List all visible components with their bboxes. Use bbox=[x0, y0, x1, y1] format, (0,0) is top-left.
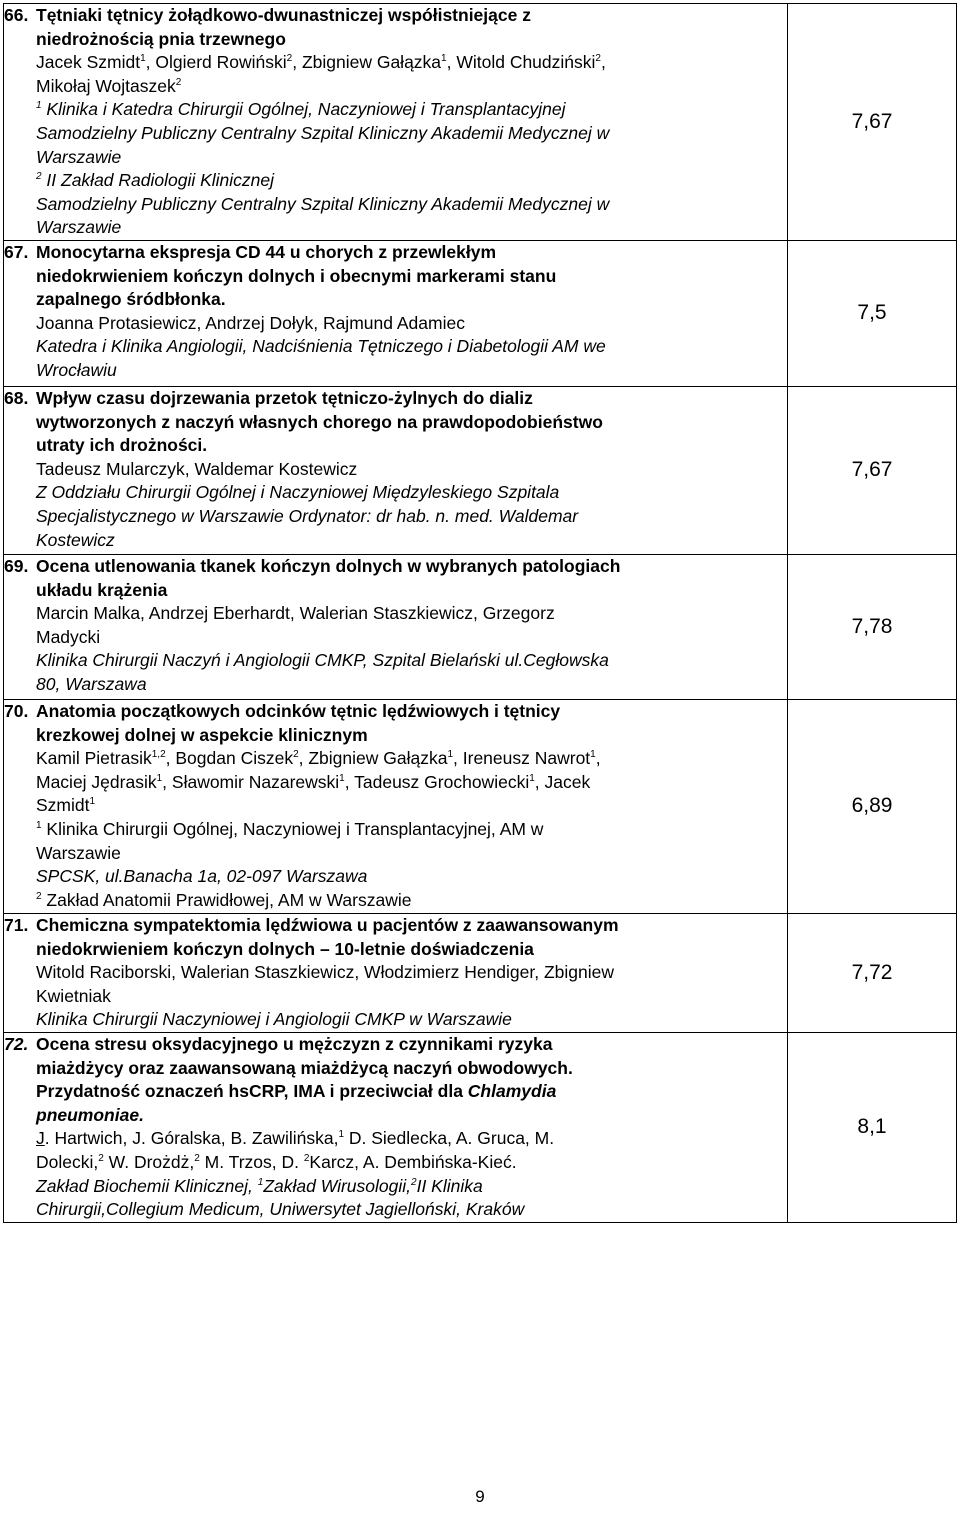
entry-cell bbox=[4, 699, 788, 913]
entry-number: 72. bbox=[4, 1033, 29, 1054]
entry-authors: Mikołaj Wojtaszek$^2$ bbox=[36, 75, 182, 96]
entry-number: 66. bbox=[4, 5, 29, 25]
entry-title-line: układu krążenia bbox=[36, 579, 168, 600]
entry-authors: Joanna Protasiewicz, Andrzej Dołyk, Rajmund Adamiec bbox=[36, 312, 465, 333]
table-row bbox=[4, 4, 957, 241]
entry-title-line: Wpływ czasu dojrzewania przetok tętniczo-żylnych do dializ bbox=[36, 387, 533, 408]
entry-affiliation: $^2$ II Zakład Radiologii Klinicznej bbox=[36, 170, 275, 191]
score-cell: 8,1 bbox=[788, 1032, 957, 1222]
table-row bbox=[4, 386, 957, 554]
entry-affiliation: Katedra i Klinika Angiologii, Nadciśnienia Tętniczego i Diabetologii AM we bbox=[36, 336, 606, 357]
entry-affiliation: Wrocławiu bbox=[36, 359, 117, 380]
score-cell: 6,89 bbox=[788, 699, 957, 913]
entry-title-line: pneumoniae. bbox=[36, 1104, 144, 1125]
entry-affiliation: 80, Warszawa bbox=[36, 673, 147, 694]
table-row bbox=[4, 554, 957, 699]
score-cell: 7,67 bbox=[788, 4, 957, 241]
entry-cell bbox=[4, 386, 788, 554]
entry-affiliation: Klinika Chirurgii Naczyniowej i Angiologii CMKP w Warszawie bbox=[36, 1009, 512, 1030]
score-cell: 7,78 bbox=[788, 554, 957, 699]
entry-number: 67. bbox=[4, 241, 29, 262]
entry-affiliation: $^1$ Klinika i Katedra Chirurgii Ogólnej, Naczyniowej i Transplantacyjnej bbox=[36, 99, 566, 120]
entry-authors: Tadeusz Mularczyk, Waldemar Kostewicz bbox=[36, 458, 358, 479]
entry-affiliation: Chirurgii,Collegium Medicum, Uniwersytet Jagielloński, Kraków bbox=[36, 1199, 525, 1220]
entry-cell bbox=[4, 240, 788, 386]
entry-affiliation: $^1$ Klinika Chirurgii Ogólnej, Naczyniowej i Transplantacyjnej, AM w bbox=[36, 818, 544, 839]
entry-affiliation: Klinika Chirurgii Naczyń i Angiologii CMKP, Szpital Bielański ul.Cegłowska bbox=[36, 650, 609, 671]
entry-title-line: niedrożnością pnia trzewnego bbox=[36, 28, 286, 49]
entry-affiliation: Samodzielny Publiczny Centralny Szpital Kliniczny Akademii Medycznej w bbox=[36, 193, 610, 214]
entry-title-line: krezkowej dolnej w aspekcie klinicznym bbox=[36, 724, 368, 745]
entry-title-line: Przydatność oznaczeń hsCRP, IMA i przeciwciał dla Chlamydia bbox=[36, 1081, 557, 1102]
entry-authors: Dolecki,$^2$ W. Drożdż,$^2$ M. Trzos, D. $^2$Karcz, A. Dembińska-Kieć. bbox=[36, 1151, 517, 1172]
entry-title-line: zapalnego śródbłonka. bbox=[36, 289, 226, 310]
entry-authors: Kamil Pietrasik$^{1,2}$, Bogdan Ciszek$^2$, Zbigniew Gałązka$^1$, Ireneusz Nawrot$^1$, bbox=[36, 748, 601, 769]
entry-cell bbox=[4, 554, 788, 699]
entry-authors: Szmidt$^1$ bbox=[36, 795, 96, 816]
entry-affiliation: Warszawie bbox=[36, 842, 121, 863]
entry-title-line: Tętniaki tętnicy żołądkowo-dwunastniczej współistniejące z bbox=[36, 5, 531, 25]
entry-title-line: wytworzonych z naczyń własnych chorego na prawdopodobieństwo bbox=[36, 411, 603, 432]
entry-title-line: miażdżycy oraz zaawansowaną miażdżycą naczyń obwodowych. bbox=[36, 1057, 573, 1078]
table-row bbox=[4, 699, 957, 913]
score-cell: 7,5 bbox=[788, 240, 957, 386]
entry-number: 69. bbox=[4, 555, 29, 576]
entry-title-line: niedokrwieniem kończyn dolnych i obecnymi markerami stanu bbox=[36, 265, 557, 286]
entry-affiliation: Warszawie bbox=[36, 146, 122, 167]
table-row bbox=[4, 913, 957, 1032]
entry-affiliation: Specjalistycznego w Warszawie Ordynator: dr hab. n. med. Waldemar bbox=[36, 505, 579, 526]
entry-affiliation: Kostewicz bbox=[36, 529, 115, 550]
entry-title-line: Ocena utlenowania tkanek kończyn dolnych w wybranych patologiach bbox=[36, 555, 621, 576]
abstracts-table bbox=[3, 3, 957, 1223]
entry-title-line: Anatomia początkowych odcinków tętnic lędźwiowych i tętnicy bbox=[36, 700, 561, 721]
table-row bbox=[4, 240, 957, 386]
entry-authors: Kwietniak bbox=[36, 985, 111, 1006]
entry-cell bbox=[4, 1032, 788, 1222]
entry-authors: Jacek Szmidt$^1$, Olgierd Rowiński$^2$, Zbigniew Gałązka$^1$, Witold Chudziński$^2$, bbox=[36, 52, 606, 73]
entry-authors: Madycki bbox=[36, 626, 101, 647]
entry-number: 71. bbox=[4, 914, 29, 935]
entry-affiliation: SPCSK, ul.Banacha 1a, 02-097 Warszawa bbox=[36, 866, 368, 887]
entry-number: 68. bbox=[4, 387, 29, 408]
table-row bbox=[4, 1032, 957, 1222]
entry-title-line: Ocena stresu oksydacyjnego u mężczyzn z czynnikami ryzyka bbox=[36, 1033, 553, 1054]
score-cell: 7,67 bbox=[788, 386, 957, 554]
entry-title-line: Chemiczna sympatektomia lędźwiowa u pacjentów z zaawansowanym bbox=[36, 914, 619, 935]
entry-affiliation: Samodzielny Publiczny Centralny Szpital Kliniczny Akademii Medycznej w bbox=[36, 122, 610, 143]
entry-authors: Maciej Jędrasik$^1$, Sławomir Nazarewski$^1$, Tadeusz Grochowiecki$^1$, Jacek bbox=[36, 771, 591, 792]
entry-title-line: utraty ich drożności. bbox=[36, 435, 208, 456]
entry-affiliation: Warszawie bbox=[36, 217, 122, 238]
entry-cell bbox=[4, 913, 788, 1032]
entry-number: 70. bbox=[4, 700, 29, 721]
score-cell: 7,72 bbox=[788, 913, 957, 1032]
entry-title-line: niedokrwieniem kończyn dolnych – 10-letnie doświadczenia bbox=[36, 938, 534, 959]
entry-affiliation: Z Oddziału Chirurgii Ogólnej i Naczyniowej Międzyleskiego Szpitala bbox=[36, 482, 560, 503]
page-number: 9 bbox=[475, 1487, 485, 1506]
entry-affiliation: Zakład Biochemii Klinicznej, $^1$Zakład Wirusologii,$^2$II Klinika bbox=[36, 1175, 483, 1196]
entry-title-line: Monocytarna ekspresja CD 44 u chorych z przewlekłym bbox=[36, 241, 497, 262]
entry-authors: Marcin Malka, Andrzej Eberhardt, Walerian Staszkiewicz, Grzegorz bbox=[36, 603, 555, 624]
entry-authors: Witold Raciborski, Walerian Staszkiewicz, Włodzimierz Hendiger, Zbigniew bbox=[36, 962, 615, 983]
entry-cell bbox=[4, 4, 788, 241]
entry-authors: J. Hartwich, J. Góralska, B. Zawilińska,$^1$ D. Siedlecka, A. Gruca, M. bbox=[36, 1128, 555, 1149]
entry-affiliation: $^2$ Zakład Anatomii Prawidłowej, AM w Warszawie bbox=[36, 889, 412, 910]
